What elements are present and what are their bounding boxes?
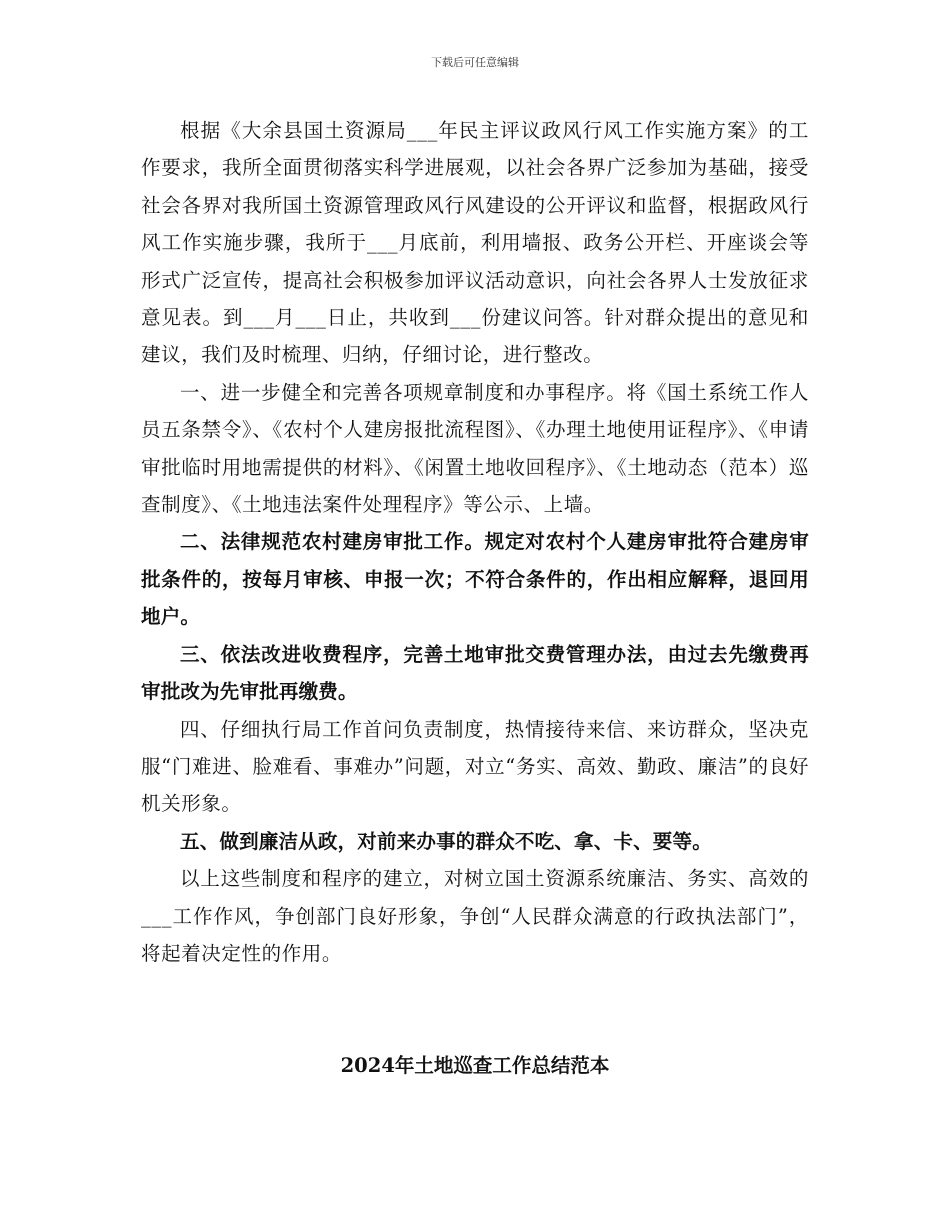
paragraph-item-3: 三、依法改进收费程序，完善土地审批交费管理办法，由过去先缴费再审批改为先审批再缴费。	[141, 642, 809, 704]
paragraph-intro: 根据《大余县国土资源局___年民主评议政风行风工作实施方案》的工作要求，我所全面贯彻落实科学进展观，以社会各界广泛参加为基础，接受社会各界对我所国土资源管理政风行风建设的公开评议和监督，根据政风行风工作实施步骤，我所于___月底前，利用墙报、政务公开栏、开座谈会等形式广泛宣传，提高社会积极参加评议活动意识，向社会各界人士发放征求意见表。到___月___日止，共收到___份建议问答。针对群众提出的意见和建议，我们及时梳理、归纳，仔细讨论，进行整改。	[141, 119, 809, 367]
page-header-note: 下载后可任意编辑	[431, 56, 519, 69]
document-body	[141, 112, 809, 972]
paragraph-conclusion: 以上这些制度和程序的建立，对树立国土资源系统廉洁、务实、高效的___工作作风，争创部门良好形象，争创“人民群众满意的行政执法部门”，将起着决定性的作用。	[141, 867, 809, 965]
paragraph-item-5: 五、做到廉洁从政，对前来办事的群众不吃、拿、卡、要等。	[180, 829, 712, 853]
paragraph-item-1: 一、进一步健全和完善各项规章制度和办事程序。将《国土系统工作人员五条禁令》、《农村个人建房报批流程图》、《办理土地使用证程序》、《申请审批临时用地需提供的材料》、《闲置土地收回程序》、《土地动态（范本）巡查制度》、《土地违法案件处理程序》等公示、上墙。	[141, 380, 809, 517]
paragraph-item-4: 四、仔细执行局工作首问负责制度，热情接待来信、来访群众，坚决克服“门难进、脸难看、事难办”问题，对立“务实、高效、勤政、廉洁”的良好机关形象。	[141, 717, 809, 816]
section-title: 2024年土地巡查工作总结范本	[340, 1054, 610, 1077]
paragraph-item-2: 二、法律规范农村建房审批工作。规定对农村个人建房审批符合建房审批条件的，按每月审核、申报一次；不符合条件的，作出相应解释，退回用地户。	[141, 530, 809, 629]
